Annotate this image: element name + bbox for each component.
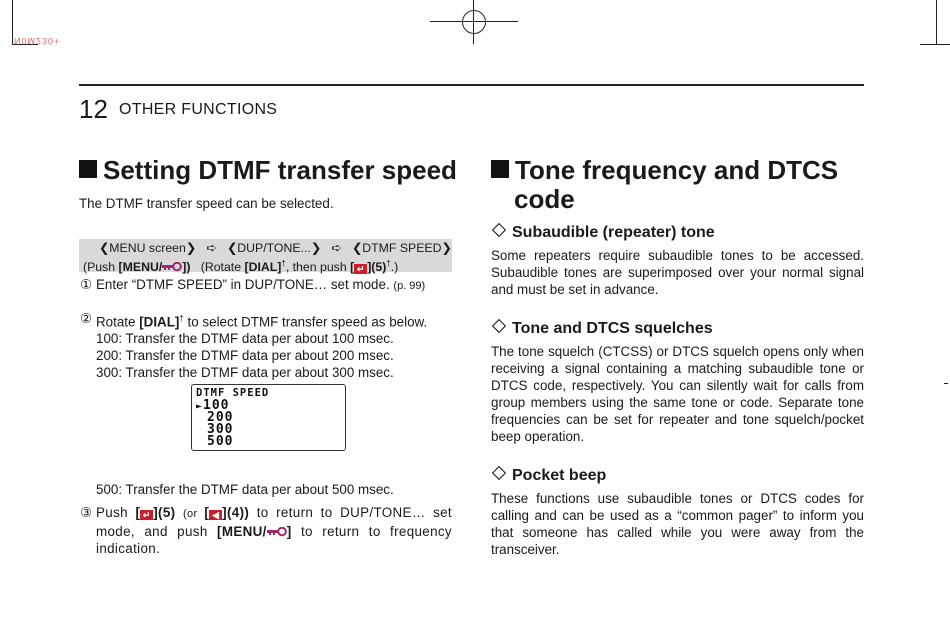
nav-menu-key-end: ]): [182, 260, 191, 275]
key-icon: [267, 527, 287, 537]
nav-dagger: †: [281, 259, 286, 268]
nav-rotate-label: (Rotate: [200, 260, 245, 275]
nav-keys-row: [79, 256, 452, 275]
subheading-pocket-beep: [491, 467, 606, 485]
crop-mark-top-right: [936, 0, 937, 45]
nav-bracket: [: [350, 260, 355, 275]
nav-menu-screen: ❮MENU screen❯: [99, 241, 197, 255]
nav-dial-key: [DIAL]: [244, 260, 282, 275]
left-heading-text: Setting DTMF transfer speed: [103, 155, 457, 185]
crop-mark-right: [920, 44, 950, 45]
subheading-squelches: [491, 320, 713, 338]
step-3-push: Push: [96, 505, 136, 520]
diamond-bullet-icon: [492, 466, 506, 480]
nav-arrow-icon: ➪: [331, 241, 342, 255]
step-number: ③: [79, 505, 92, 520]
nav-dtmf-speed: ❮DTMF SPEED❯: [351, 241, 452, 255]
return-arrow-icon: ↵: [140, 510, 153, 520]
step-2-continued: [79, 481, 452, 498]
paragraph-subaudible: Some repeaters require subaudible tones to be accessed. Subaudible tones are superimposed over your normal signal and must be set in advance.: [491, 248, 864, 297]
navigation-path-box: [79, 239, 452, 275]
subheading-text: Tone and DTCS squelches: [512, 320, 713, 337]
bracket: [: [204, 505, 210, 520]
step-2: [79, 310, 452, 381]
right-heading-line1: Tone frequency and DTCS: [515, 155, 839, 185]
step-1: [79, 276, 452, 295]
speed-option-100: 100: Transfer the DTMF data per about 100 msec.: [96, 331, 394, 347]
step-1-text: Enter “DTMF SPEED” in DUP/TONE… set mode.: [96, 277, 390, 292]
nav-push-label: (Push: [83, 260, 119, 275]
nav-then-push: , then push: [285, 260, 351, 275]
diamond-bullet-icon: [492, 319, 506, 333]
crop-mark-top-left: [12, 0, 13, 45]
paragraph-pocket-beep: These functions use subaudible tones or DTCS codes for calling and can be used as a “common pager” to inform you that someone has called while you were away from the transceiver.: [491, 491, 864, 557]
edge-tick: [944, 383, 948, 384]
lcd-option: 200: [207, 410, 234, 425]
right-heading-line2: code: [514, 184, 575, 214]
nav-return-key-end: ](5): [367, 260, 387, 275]
registration-circle-icon: [462, 10, 486, 34]
step-2-suffix: to select DTMF transfer speed as below.: [183, 314, 428, 330]
or-label: (or: [183, 508, 205, 520]
page-reference: (p. 99): [393, 280, 426, 292]
nav-arrow-icon: ➪: [206, 241, 217, 255]
step-2-prefix: Rotate: [96, 314, 140, 330]
chapter-number: 12: [79, 94, 108, 124]
lcd-display: [191, 384, 346, 451]
lcd-title: DTMF SPEED: [196, 387, 270, 399]
nav-dup-tone: ❮DUP/TONE...❯: [226, 241, 322, 255]
lcd-option-text: 100: [203, 398, 230, 413]
return-key-label: ](5): [153, 505, 176, 520]
nav-path-row: [79, 241, 452, 256]
back-key-label: ](4)): [222, 505, 250, 520]
step-3: [79, 504, 452, 557]
nav-menu-key: [MENU/: [118, 260, 163, 275]
square-bullet-icon: [79, 160, 97, 178]
step-number: ②: [79, 311, 92, 326]
paragraph-squelches: The tone squelch (CTCSS) or DTCS squelch opens only when receiving a signal containing a matching subaudible tone or DTCS code, respectively. You can silently wait for calls from group members using the same tone or code. Separate tone frequencies can be set for repeater and tone squelch/pocket beep operation.: [491, 344, 864, 444]
subheading-subaudible: [491, 224, 715, 242]
bracket: [: [135, 505, 141, 520]
nav-dagger: †: [386, 259, 391, 268]
step-3-text-end: to return to frequency indication.: [96, 524, 452, 556]
left-intro: The DTMF transfer speed can be selected.: [79, 196, 334, 211]
corner-tag: N0M230+: [14, 36, 61, 46]
square-bullet-icon: [491, 160, 509, 178]
speed-option-500: 500: Transfer the DTMF data per about 500 msec.: [96, 482, 394, 497]
diamond-bullet-icon: [492, 223, 506, 237]
header-rule: [79, 84, 864, 86]
return-arrow-icon: ↵: [354, 264, 367, 274]
step-number: ①: [79, 277, 92, 292]
menu-key: [MENU/: [217, 524, 267, 539]
chapter-title: OTHER FUNCTIONS: [119, 101, 278, 118]
step-3-text: to return to DUP/TONE… set mode, and push: [96, 505, 452, 539]
speed-option-300: 300: Transfer the DTMF data per about 300 msec.: [96, 365, 394, 381]
lcd-option: 500: [207, 434, 234, 449]
menu-key-end: ]: [286, 524, 292, 539]
back-arrow-icon: ◀: [209, 510, 222, 520]
nav-close: .): [390, 260, 399, 275]
speed-option-200: 200: Transfer the DTMF data per about 200 msec.: [96, 348, 394, 364]
dial-key: [DIAL]: [139, 314, 180, 330]
right-section-heading: [491, 156, 871, 214]
left-section-heading: [79, 156, 459, 185]
subheading-text: Pocket beep: [512, 467, 607, 484]
lcd-cursor-icon: ►: [196, 401, 204, 412]
key-icon: [162, 262, 182, 272]
lcd-option: 300: [207, 422, 234, 437]
subheading-text: Subaudible (repeater) tone: [512, 224, 715, 241]
dagger: †: [179, 314, 184, 323]
